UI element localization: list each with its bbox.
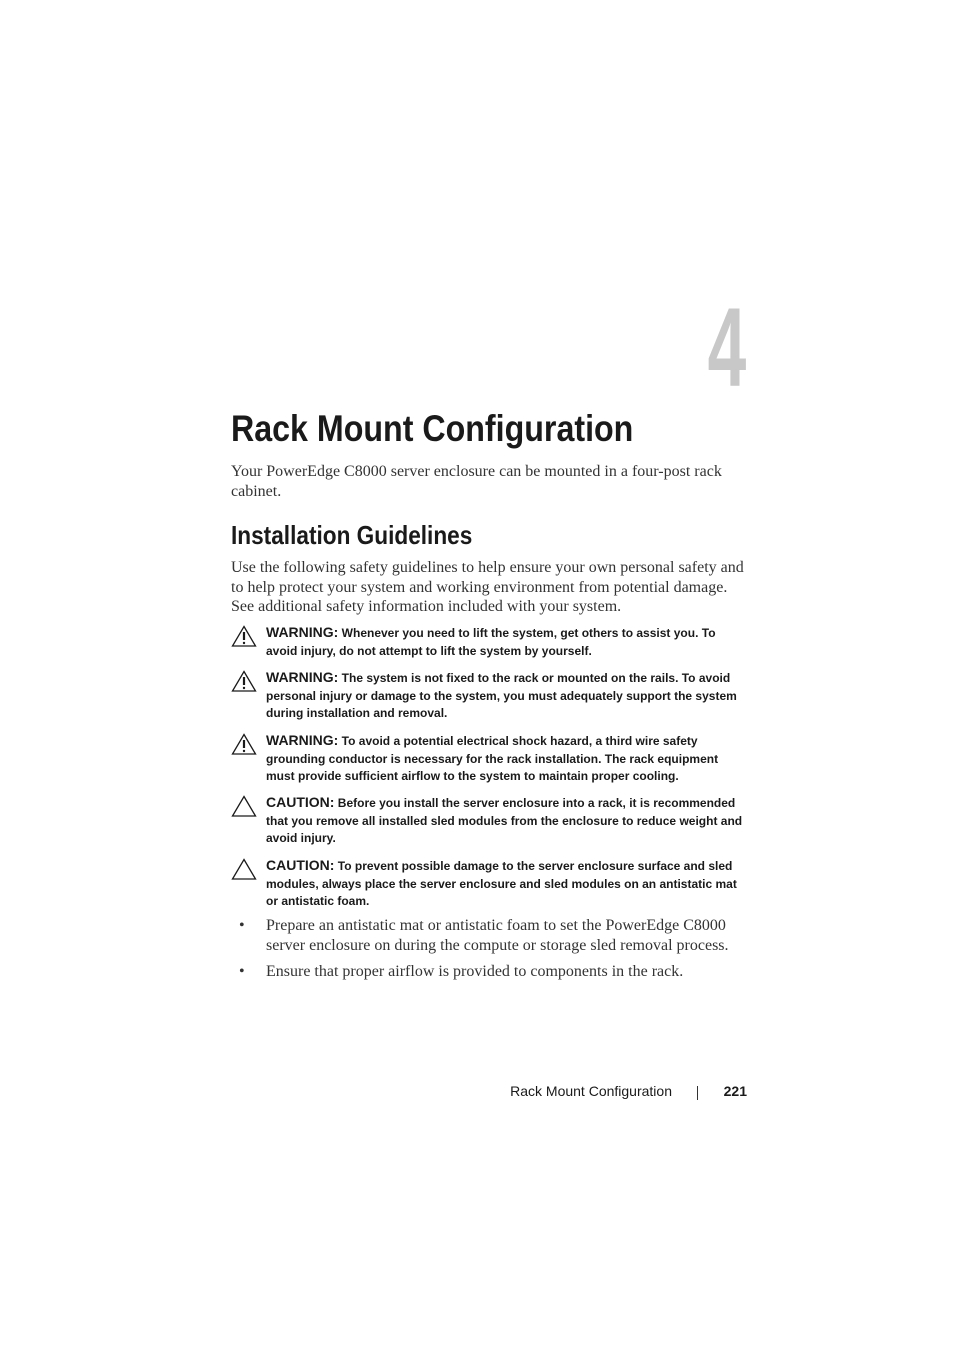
warning-notice (231, 732, 751, 786)
warning-triangle-icon (231, 733, 257, 755)
caution-notice (231, 794, 751, 848)
notice-label: WARNING: (266, 732, 339, 748)
guideline-list (231, 916, 751, 989)
list-item-text: Ensure that proper airflow is provided to components in the rack. (266, 963, 684, 980)
list-item (231, 916, 751, 955)
notice-body (266, 669, 746, 723)
notice-body (266, 732, 746, 786)
footer-chapter-title: Rack Mount Configuration (510, 1083, 672, 1099)
footer-separator (697, 1086, 698, 1100)
list-item (231, 962, 751, 982)
chapter-intro: Your PowerEdge C8000 server enclosure can be mounted in a four-post rack cabinet. (231, 463, 722, 500)
notice-body (266, 624, 746, 660)
bullet-marker: • (239, 963, 245, 980)
chapter-title: Rack Mount Configuration (231, 408, 634, 449)
bullet-marker: • (239, 917, 245, 934)
warning-triangle-icon (231, 670, 257, 692)
warning-triangle-icon (231, 625, 257, 647)
section-title: Installation Guidelines (231, 520, 473, 550)
notice-label: WARNING: (266, 624, 339, 640)
notice-text: To prevent possible damage to the server enclosure surface and sled modules, always place the server enclosure and sled modules on an antistatic mat or antistatic foam. (266, 859, 737, 908)
notice-label: CAUTION: (266, 857, 335, 873)
caution-triangle-icon (231, 795, 257, 817)
page-footer (0, 1083, 954, 1103)
notice-body (266, 857, 746, 911)
notice-text: To avoid a potential electrical shock hazard, a third wire safety grounding conductor is necessary for the rack installation. The rack equipment must provide sufficient airflow to the system to maintain proper cooling. (266, 734, 719, 783)
warning-notice (231, 624, 751, 660)
section-intro: Use the following safety guidelines to help ensure your own personal safety and to help protect your system and working environment from potential damage. See additional safety information included with your system. (231, 559, 744, 615)
notice-text: Before you install the server enclosure into a rack, it is recommended that you remove all installed sled modules from the enclosure to reduce weight and avoid injury. (266, 796, 743, 845)
caution-notice (231, 857, 751, 911)
warning-notice (231, 669, 751, 723)
notice-text: The system is not fixed to the rack or mounted on the rails. To avoid personal injury or damage to the system, you must adequately support the system during installation and removal. (266, 671, 737, 720)
chapter-number: 4 (707, 285, 746, 410)
notice-text: Whenever you need to lift the system, get others to assist you. To avoid injury, do not attempt to lift the system by yourself. (266, 626, 716, 658)
list-item-text: Prepare an antistatic mat or antistatic foam to set the PowerEdge C8000 server enclosure on during the compute or storage sled removal process. (266, 917, 729, 954)
notice-label: WARNING: (266, 669, 339, 685)
notice-label: CAUTION: (266, 794, 335, 810)
caution-triangle-icon (231, 858, 257, 880)
notice-body (266, 794, 746, 848)
page-number: 221 (723, 1083, 747, 1099)
